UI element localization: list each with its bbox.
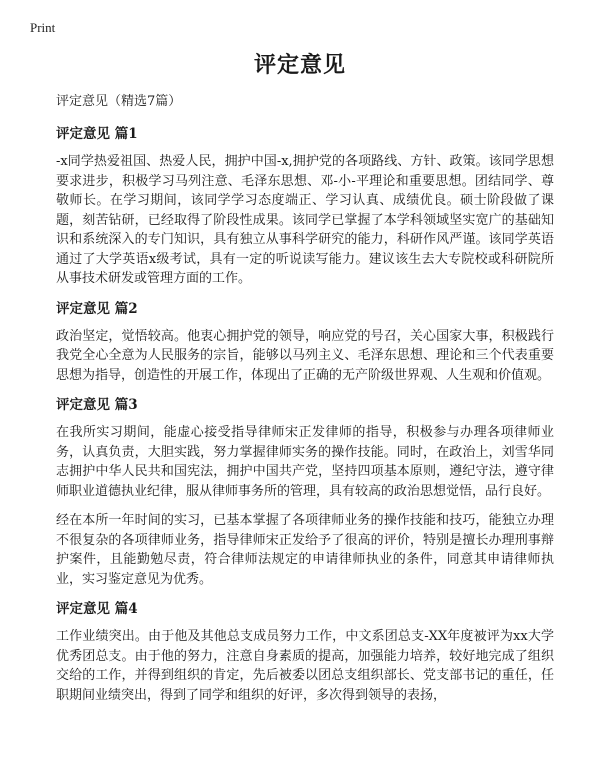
section-paragraph: 经在本所一年时间的实习，已基本掌握了各项律师业务的操作技能和技巧，能独立办理不很复杂的各项律师业务，指导律师宋正发给予了很高的评价，特别是擅长办理刑事辩护案件，且能勤勉尽责，符合律师法规定的申请律师执业的条件，同意其申请律师执业，实习鉴定意见为优秀。 bbox=[56, 513, 554, 587]
section-3 bbox=[56, 395, 554, 589]
section-paragraph: -x同学热爱祖国、热爱人民，拥护中国-x,拥护党的各项路线、方针、政策。该同学思想要求进步，积极学习马列注意、毛泽东思想、邓-小-平理论和重要思想。团结同学、尊敬师长。在学习期间，该同学学习态度端正、学习认真、成绩优良。硕士阶段做了课题，刻苦钻研，已经取得了阶段性成果。该同学已掌握了本学科领域坚实宽广的基础知识和系统深入的专门知识，具有独立从事科学研究的能力，科研作风严谨。该同学英语通过了大学英语x级考试，具有一定的听说读写能力。建议该生去大专院校或科研院所从事技术研发或管理方面的工作。 bbox=[56, 154, 554, 286]
print-link[interactable]: Print bbox=[30, 20, 56, 35]
section-1 bbox=[56, 124, 554, 289]
document-subtitle: 评定意见（精选7篇） bbox=[56, 94, 182, 109]
section-paragraph: 工作业绩突出。由于他及其他总支成员努力工作，中文系团总支-XX年度被评为xx大学优秀团总支。由于他的努力，注意自身素质的提高，加强能力培养，较好地完成了组织交给的工作，并得到组织的肯定，先后被委以团总支组织部长、党支部书记的重任，任职期间业绩突出，得到了同学和组织的好评，多次得到领导的表扬， bbox=[56, 629, 554, 703]
section-2 bbox=[56, 299, 554, 386]
section-paragraph: 在我所实习期间，能虚心接受指导律师宋正发律师的指导，积极参与办理各项律师业务，认真负责，大胆实践，努力掌握律师实务的操作技能。同时，在政治上，刘雪华同志拥护中华人民共和国宪法，拥护中国共产党，坚持四项基本原则，遵纪守法，遵守律师职业道德执业纪律，服从律师事务所的管理，具有较高的政治思想觉悟，品行良好。 bbox=[56, 425, 554, 499]
section-heading: 评定意见 篇2 bbox=[56, 300, 138, 317]
section-heading: 评定意见 篇3 bbox=[56, 397, 138, 413]
document-body bbox=[56, 92, 554, 715]
section-paragraph: 政治坚定，觉悟较高。他衷心拥护党的领导，响应党的号召，关心国家大事，积极践行我党全心全意为人民服务的宗旨，能够以马列主义、毛泽东思想、理论和三个代表重要思想为指导，创造性的开展工作，体现出了正确的无产阶级世界观、人生观和价值观。 bbox=[56, 328, 554, 383]
section-heading: 评定意见 篇1 bbox=[56, 126, 138, 142]
page-title: 评定意见 bbox=[253, 52, 346, 78]
section-4 bbox=[56, 599, 554, 705]
section-heading: 评定意见 篇4 bbox=[56, 601, 138, 617]
